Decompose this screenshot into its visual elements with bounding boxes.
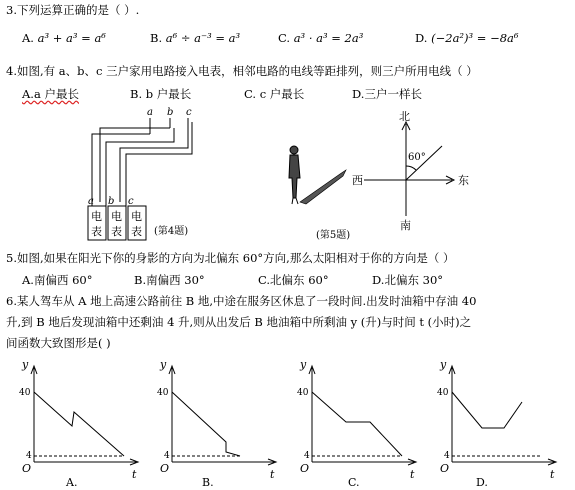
q3-option-d-expr: (−2a²)³ = −8a⁶: [431, 31, 519, 45]
graph-c-y-label: y: [300, 358, 307, 371]
q6-stem-line-2: 升,到 B 地后发现油箱中还剩油 4 升,则从出发后 B 地油箱中所剩油 y (升)与时间 t (小时)之: [6, 315, 472, 329]
q5-figure: [280, 108, 480, 246]
graph-a-y-label: y: [22, 358, 29, 371]
q4-option-a[interactable]: A.a 户最长: [22, 87, 79, 101]
q4-figure: [80, 104, 230, 246]
q3-option-c-label: C.: [278, 31, 291, 45]
graph-b-origin: O: [160, 462, 170, 475]
meter-b-text-1: 电: [111, 210, 122, 223]
graph-a-t-label: t: [132, 468, 137, 481]
q6-stem-line-1: 6.某人驾车从 A 地上高速公路前往 B 地,中途在服务区休息了一段时间.出发时油箱中存油 40: [6, 294, 477, 308]
q6-graph-a[interactable]: [8, 356, 140, 488]
q4-option-b[interactable]: B. b 户最长: [130, 87, 192, 101]
q3-option-a-label: A.: [22, 31, 34, 45]
graph-d-t-label: t: [550, 468, 555, 481]
q3-option-c-expr: a³ · a³ = 2a³: [293, 31, 364, 45]
graph-b-y-label: y: [160, 358, 167, 371]
q5-option-d[interactable]: D.北偏东 30°: [372, 273, 444, 287]
q6-graph-d[interactable]: [426, 356, 558, 488]
graph-b-t-label: t: [270, 468, 275, 481]
q4-option-c[interactable]: C. c 户最长: [244, 87, 305, 101]
person-icon: [289, 146, 300, 204]
q3-option-d[interactable]: [415, 30, 519, 46]
q3-option-a-expr: a³ + a³ = a⁶: [37, 31, 106, 45]
compass-east: 东: [458, 174, 469, 187]
graph-a-origin: O: [22, 462, 32, 475]
graph-a-40: 40: [19, 388, 31, 398]
compass-south: 南: [400, 219, 411, 232]
q4-option-d[interactable]: D.三户一样长: [352, 87, 422, 101]
shadow-shape: [300, 170, 346, 204]
meter-b-text-2: 表: [111, 225, 122, 238]
graph-c-4: 4: [304, 451, 310, 461]
q3-option-c[interactable]: [278, 30, 363, 46]
compass-west: 西: [352, 174, 363, 187]
compass-north: 北: [399, 110, 410, 123]
q3-option-d-label: D.: [415, 31, 428, 45]
meter-c-text-1: 电: [131, 210, 142, 223]
wire-label-a-top: a: [147, 107, 153, 118]
graph-c-40: 40: [297, 388, 309, 398]
graph-d-4: 4: [444, 451, 450, 461]
graph-c-origin: O: [300, 462, 310, 475]
graph-c-label: C.: [348, 476, 360, 488]
graph-d-label: D.: [476, 476, 488, 488]
wire-label-b-top: b: [167, 107, 174, 118]
meter-a-text-2: 表: [91, 225, 102, 238]
q5-figure-caption: (第5题): [316, 230, 351, 241]
q4-figure-caption: (第4题): [154, 226, 189, 237]
q3-option-b[interactable]: [150, 30, 240, 46]
q5-option-b[interactable]: B.南偏西 30°: [134, 273, 205, 287]
graph-c-t-label: t: [410, 468, 415, 481]
q6-graph-b[interactable]: [146, 356, 278, 488]
q5-option-c[interactable]: C.北偏东 60°: [258, 273, 329, 287]
q5-stem: 5.如图,如果在阳光下你的身影的方向为北偏东 60°方向,那么太阳相对于你的方向是（ ）: [6, 251, 455, 265]
graph-b-4: 4: [164, 451, 170, 461]
wire-label-b-bottom: b: [108, 196, 115, 207]
q3-option-b-expr: a⁶ ÷ a⁻³ = a³: [165, 31, 241, 45]
meter-a-text-1: 电: [91, 210, 102, 223]
q6-stem-line-3: 间函数大致图形是( ): [6, 336, 111, 350]
graph-d-origin: O: [440, 462, 450, 475]
compass-angle: 60°: [408, 152, 426, 163]
q3-option-b-label: B.: [150, 31, 163, 45]
graph-b-label: B.: [202, 476, 214, 488]
graph-a-4: 4: [26, 451, 32, 461]
q3-stem: 3.下列运算正确的是（ ）.: [6, 3, 140, 17]
wire-label-a-bottom: a: [88, 196, 94, 207]
wire-label-c-top: c: [186, 107, 192, 118]
meter-c-text-2: 表: [131, 225, 142, 238]
graph-a-label: A.: [66, 476, 78, 488]
q6-graph-c[interactable]: [286, 356, 418, 488]
q3-option-a[interactable]: [22, 30, 106, 46]
graph-d-40: 40: [437, 388, 449, 398]
q4-stem: 4.如图,有 a、b、c 三户家用电路接入电表，相邻电路的电线等距排列，则三户所用电线（ ）: [6, 64, 478, 78]
wire-label-c-bottom: c: [128, 196, 134, 207]
graph-d-y-label: y: [440, 358, 447, 371]
graph-b-40: 40: [157, 388, 169, 398]
q5-option-a[interactable]: A.南偏西 60°: [22, 273, 93, 287]
